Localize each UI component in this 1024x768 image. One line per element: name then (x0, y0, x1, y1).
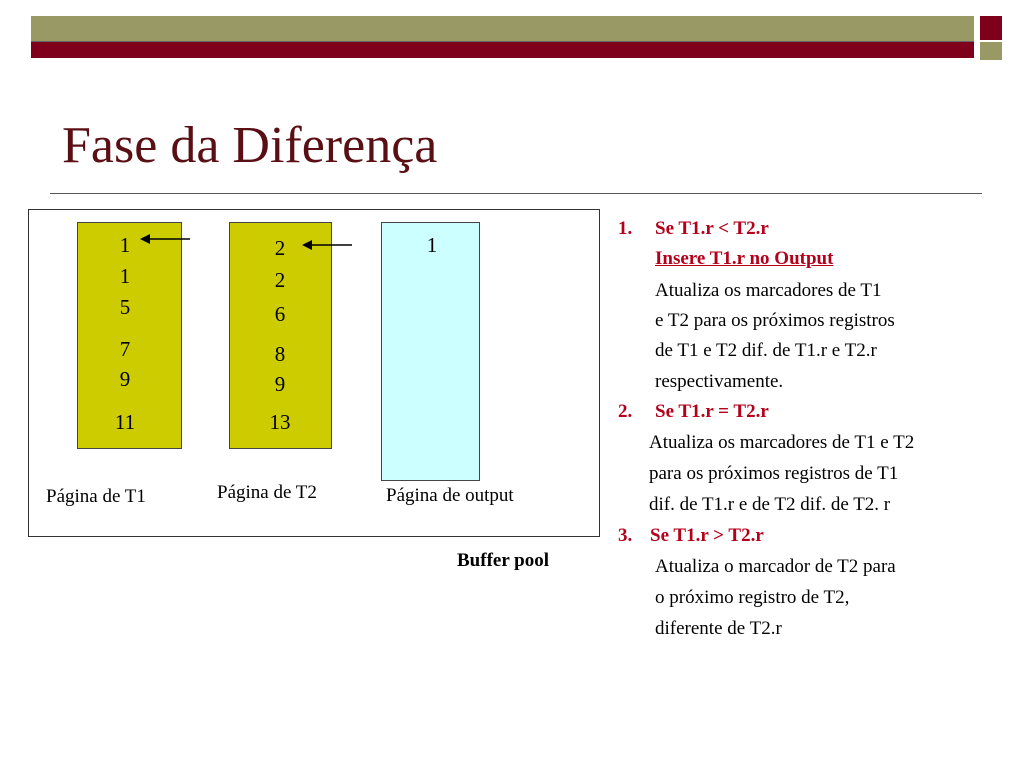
page-t1-value: 9 (119, 367, 131, 391)
rule2-line: dif. de T1.r e de T2 dif. de T2. r (649, 494, 891, 515)
page-t1-value: 7 (119, 337, 131, 361)
top-decor-bar-olive (31, 16, 974, 42)
rule3-number: 3. (618, 525, 633, 546)
page-t2-value: 13 (269, 410, 291, 434)
t2-pointer-arrow (300, 238, 354, 252)
page-t1-value: 1 (119, 233, 131, 257)
rule2-line: Atualiza os marcadores de T1 e T2 (649, 432, 915, 453)
rule1-line: respectivamente. (655, 371, 784, 392)
page-t1-value: 11 (114, 410, 136, 434)
page-output-caption: Página de output (386, 485, 514, 506)
rule1-line: e T2 para os próximos registros (655, 310, 895, 331)
page-t1-value: 1 (119, 264, 131, 288)
page-t2-value: 6 (274, 302, 286, 326)
rule1-line: de T1 e T2 dif. de T1.r e T2.r (655, 340, 877, 361)
slide-title: Fase da Diferença (62, 117, 438, 174)
rule1-action: Insere T1.r no Output (655, 248, 834, 269)
rule3-heading: Se T1.r > T2.r (650, 525, 764, 546)
title-divider (50, 193, 982, 194)
rule1-number: 1. (618, 218, 633, 239)
rule2-number: 2. (618, 401, 633, 422)
page-t2-value: 2 (274, 236, 286, 260)
page-t1-caption: Página de T1 (46, 486, 146, 507)
page-t2-value: 8 (274, 342, 286, 366)
page-output (381, 222, 480, 481)
page-t2-value: 9 (274, 372, 286, 396)
rule3-line: o próximo registro de T2, (655, 587, 850, 608)
corner-square-olive (980, 42, 1002, 60)
rule2-heading: Se T1.r = T2.r (655, 401, 769, 422)
rule2-line: para os próximos registros de T1 (649, 463, 899, 484)
rule1-line: Atualiza os marcadores de T1 (655, 280, 882, 301)
buffer-pool-label: Buffer pool (457, 550, 550, 571)
corner-square-red (980, 16, 1002, 40)
page-t1-value: 5 (119, 295, 131, 319)
rule3-line: Atualiza o marcador de T2 para (655, 556, 896, 577)
page-t2-caption: Página de T2 (217, 482, 317, 503)
rule1-heading: Se T1.r < T2.r (655, 218, 769, 239)
top-decor-bar (31, 16, 974, 58)
t1-pointer-arrow (138, 232, 192, 246)
rule3-line: diferente de T2.r (655, 618, 782, 639)
page-output-value: 1 (426, 233, 438, 257)
page-t2-value: 2 (274, 268, 286, 292)
